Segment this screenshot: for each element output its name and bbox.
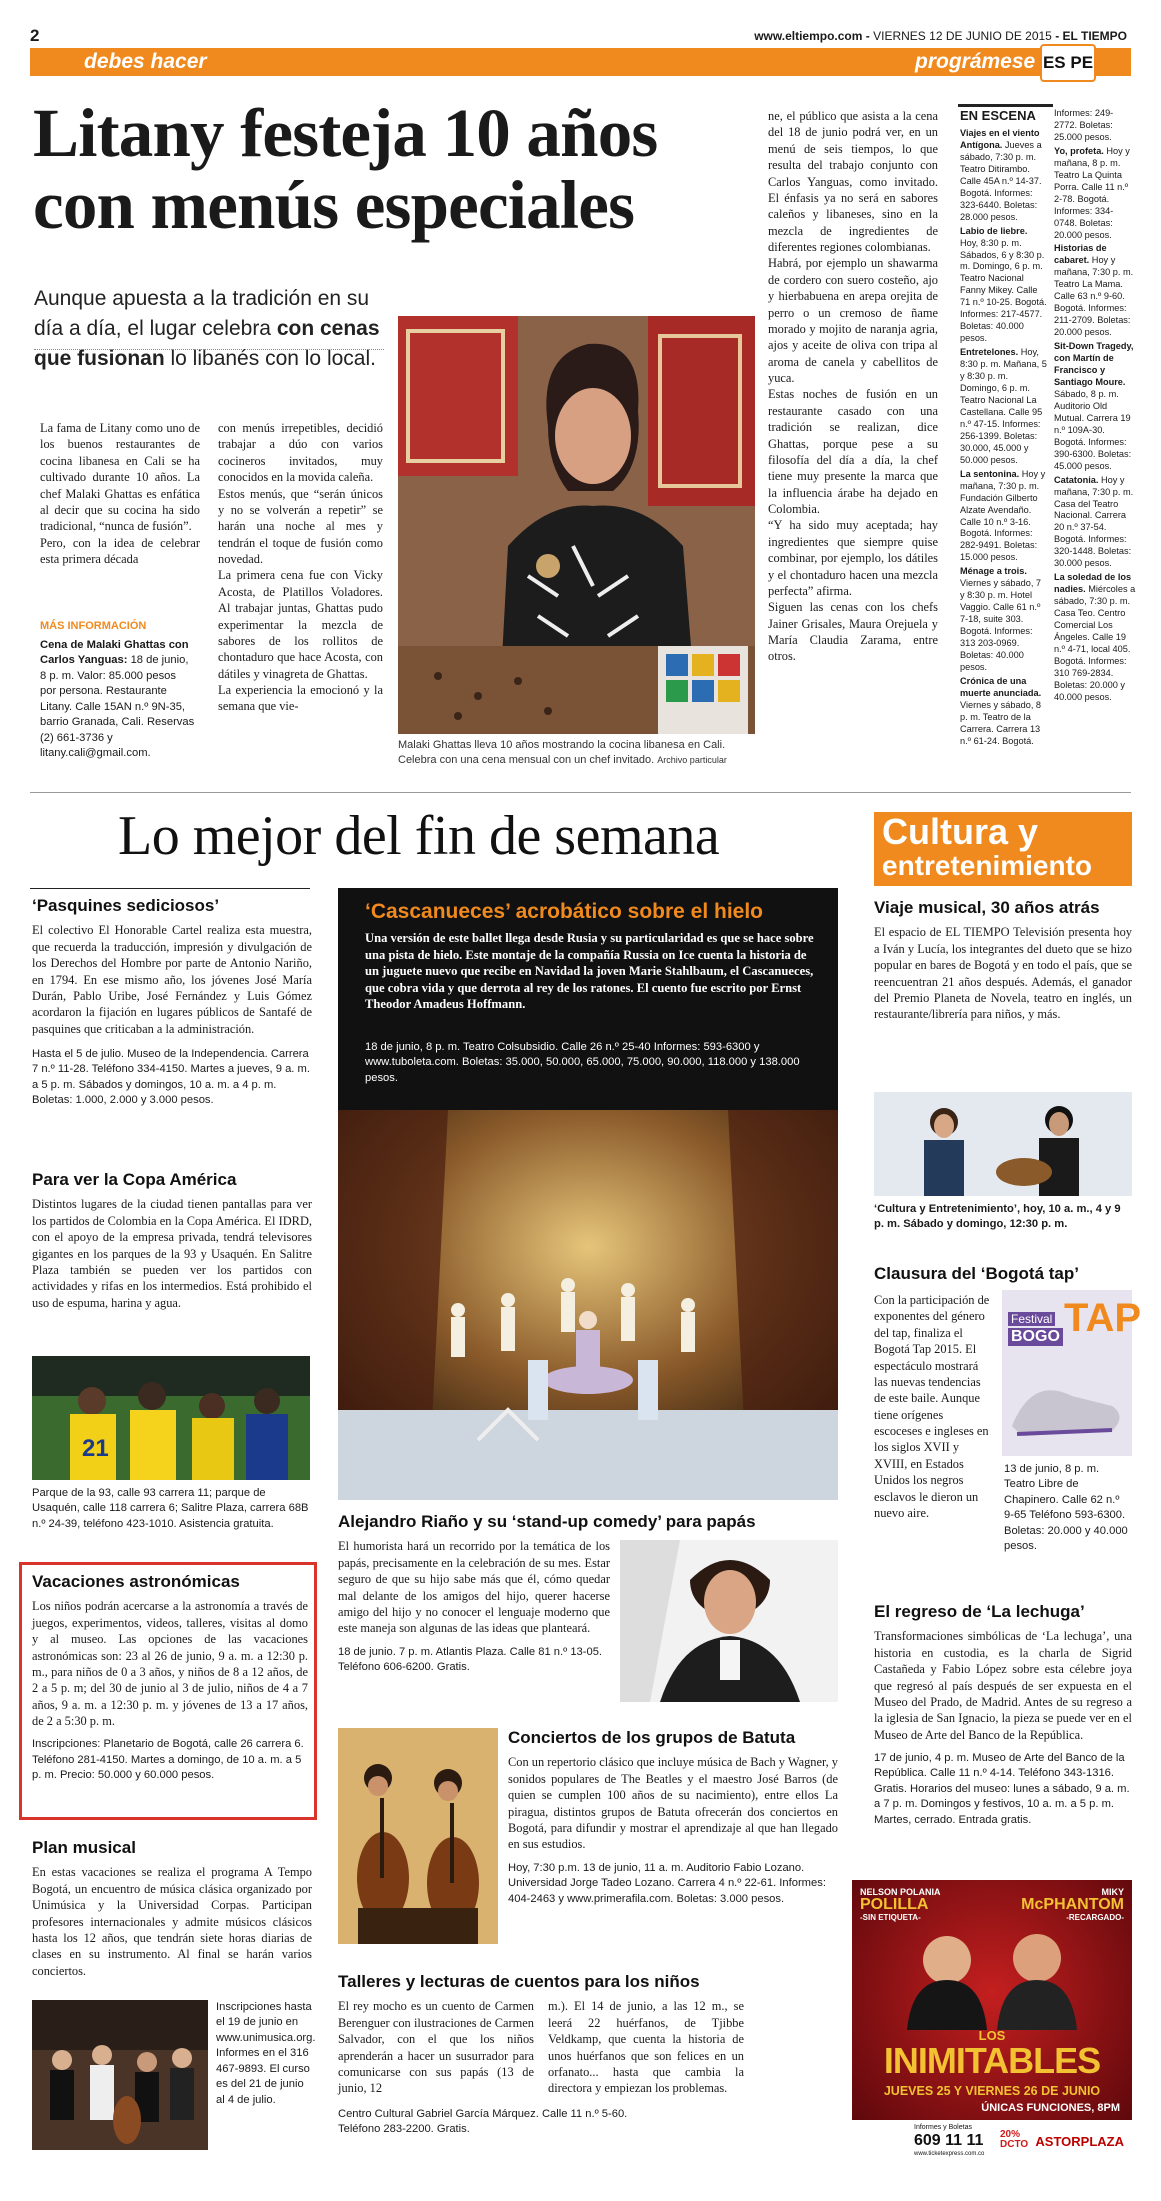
cultura-line-2: entretenimiento <box>882 850 1093 881</box>
cellists-illustration <box>338 1728 498 1944</box>
vacaciones-block <box>32 1572 308 1784</box>
en-escena-item-text: Hoy y mañana, 7:30 p. m. Teatro La Mama. Calle 63 n.º 9-60. Bogotá. Informes: 211-2709. Boletas: 20.000 pesos. <box>1054 255 1134 338</box>
viaje-title: Viaje musical, 30 años atrás <box>874 898 1100 917</box>
copa-block <box>32 1170 312 1311</box>
en-escena-item-text: Miércoles a sábado, 7:30 p. m. Casa Teo. Centro Comercial Los Ángeles. Calle 19 n.º 4-71, local 405. Bogotá. Informes: 310 769-2834. Boletas: 20.000 y 40.000 pesos. <box>1054 584 1136 702</box>
orchestra-illustration <box>32 2000 208 2150</box>
copa-title: Para ver la Copa América <box>32 1170 237 1189</box>
tap-shoes-icon <box>1002 1356 1132 1456</box>
en-escena-item-title: La soledad de los nadies. <box>1054 572 1132 595</box>
en-escena-item <box>1054 572 1136 703</box>
talleres-info: Centro Cultural Gabriel García Márquez. Calle 11 n.º 5-60. Teléfono 283-2200. Gratis. <box>338 2107 628 2136</box>
cascanueces-photo <box>338 1110 838 1500</box>
left-col-top-rule <box>30 888 310 889</box>
en-escena-item-title: Sit-Down Tragedy, con Martín de Francisco y Santiago Moure. <box>1054 341 1134 387</box>
en-escena-item <box>1054 243 1136 339</box>
talleres-block <box>338 1972 838 2138</box>
en-escena-item-title: Catatonia. <box>1054 474 1099 485</box>
riano-info: 18 de junio. 7 p. m. Atlantis Plaza. Calle 81 n.º 13-05. Teléfono 606-6200. Gratis. <box>338 1645 603 1674</box>
page-number: 2 <box>30 26 40 45</box>
en-escena-item-title: La sentonina. <box>960 468 1020 479</box>
en-escena-item-text: Sábado, 8 p. m. Auditorio Old Mutual. Carrera 19 n.º 109A-30. Bogotá. Informes: 390-6300. Boletas: 45.000 pesos. <box>1054 388 1132 471</box>
cascanueces-body: Una versión de este ballet llega desde Rusia y su particularidad es que se hace sobre una pista de hielo. Este montaje de la compañía Russia on Ice cuenta la historia de un juguete nuevo que recibe en Navidad la joven Marie Stahlbaum, el Cascanueces, que cobra vida y que derrota al rey de los ratones. El cuento fue escrito por Ernst Theodor Amadeus Hoffmann. <box>365 931 814 1012</box>
en-escena-item-title: Crónica de una muerte anunciada. <box>960 675 1042 698</box>
clausura-info: 13 de junio, 8 p. m. Teatro Libre de Chapinero. Calle 62 n.º 9-65 Teléfono 593-6300. Boletas: 20.000 y 40.000 pesos. <box>1004 1463 1128 1553</box>
ice-ballet-illustration <box>338 1110 838 1500</box>
clausura-title: Clausura del ‘Bogotá tap’ <box>874 1264 1079 1283</box>
en-escena-item-text: Hoy y mañana, 7:30 p. m. Casa del Teatro Nacional. Carrera 20 n.º 37-54. Bogotá. Informes: 320-1448. Boletas: 30.000 pesos. <box>1054 474 1134 569</box>
title-line-2: con menús especiales <box>33 166 635 243</box>
chef-photo <box>398 316 755 734</box>
lechuga-body: Transformaciones simbólicas de ‘La lechuga’, una historia en custodia, es la charla de Sigrid Castañeda y Fabio López sobre esta célebre joya que regresó al país después de ser expuesta en el Museo del Prado, de Madrid. Antes de su regreso a la iglesia de San Ignacio, la pieza se puede ver en el Museo de Arte del Banco de la República. <box>874 1629 1132 1742</box>
poster-festival: Festival <box>1008 1312 1055 1326</box>
riano-title: Alejandro Riaño y su ‘stand-up comedy’ para papás <box>338 1512 756 1531</box>
ad-phone-label: Informes y Boletas <box>914 2124 972 2131</box>
dek-rule <box>34 349 384 350</box>
dash: - <box>1055 29 1060 43</box>
football-players-illustration <box>32 1356 310 1480</box>
poster-tap: TAP <box>1064 1296 1142 1340</box>
en-escena-item-title: Viajes en el viento Antígona. <box>960 128 1040 150</box>
more-info-body: 18 de junio, 8 p. m. Valor: 85.000 pesos por persona. Restaurante Litany. Calle 15AN n.º 9N-35, barrio Granada, Cali. Reservas (2) 661-3736 y litany.cali@gmail.com. <box>40 654 195 760</box>
espe-logo: ES PE <box>1040 44 1096 82</box>
caption-text: Malaki Ghattas lleva 10 años mostrando la cocina libanesa en Cali. Celebra con una cena mensual con un chef invitado. <box>398 739 726 766</box>
en-escena-item-text: Hoy, 8:30 p. m. Sábados, 6 y 8:30 p. m. Domingo, 6 p. m. Teatro Nacional Fanny Mikey. Calle 71 n.º 10-25. Bogotá. Informes: 217-4577. Boletas: 40.000 pesos. <box>960 237 1047 344</box>
pasquines-info: Hasta el 5 de julio. Museo de la Independencia. Carrera 7 n.º 11-28. Teléfono 334-4150. Martes a jueves, 9 a. m. a 5 p. m. Sábados y domingos, 10 a. m. a 4 p. m. Boletas: 1.000, 2.000 y 3.000 pesos. <box>32 1048 310 1107</box>
svg-text:21: 21 <box>82 1435 109 1462</box>
ad-sin-etiqueta: -SIN ETIQUETA- <box>860 1913 921 1923</box>
plan-info: Inscripciones hasta el 19 de junio en www.unimusica.org. Informes en el 316 467-9893. El curso es del 21 de junio al 4 de julio. <box>216 2001 316 2106</box>
ad-inimitables[interactable] <box>852 1880 1132 2162</box>
en-escena-item <box>960 469 1048 565</box>
chef-photo-illustration <box>398 316 755 734</box>
section-title: Lo mejor del fin de semana <box>118 805 720 867</box>
riano-photo <box>620 1540 838 1702</box>
en-escena-item <box>1054 146 1136 242</box>
batuta-title: Conciertos de los grupos de Batuta <box>508 1728 796 1747</box>
en-escena-item <box>1054 475 1136 571</box>
batuta-body: Con un repertorio clásico que incluye música de Bach y Wagner, y sonidos populares de The Beatles y el maestro José Barros (de quien se cumplen 100 años de su nacimiento), entre ellos La piragua, distintos grupos de Batuta ofrecerán dos conciertos en Bogotá, para difundir y mostrar el aprendizaje al que han llegado en sus estudios. <box>508 1755 838 1852</box>
ad-inimitables-title: INIMITABLES <box>883 2040 1101 2081</box>
en-escena-item-title: Entretelones. <box>960 347 1019 358</box>
plan-body: En estas vacaciones se realiza el programa A Tempo Bogotá, un encuentro de música clásica organizado por Unimúsica y la Universidad Corpas. Participan profesores internacionales y admite músicos clásicos hasta los 12 años, que tendrán siete horas diarias de clases en su instrumento. Al final se harán varios conciertos. <box>32 1865 312 1978</box>
plan-block <box>32 1838 312 1979</box>
en-escena-item <box>1054 108 1136 144</box>
viaje-info: ‘Cultura y Entretenimiento’, hoy, 10 a. m., 4 y 9 p. m. Sábado y domingo, 12:30 p. m. <box>874 1203 1121 1231</box>
article-col-2: con menús irrepetibles, decidió trabajar a dúo con varios cocineros invitados, muy conocidos en la movida caleña. Estos menús, que “serán únicos y no se volverán a repetir” se harán una noche al mes y tendrán el toque de fusión como novedad. La primera cena fue con Vicky Acosta, de Platillos Voladores. Al trabajar juntas, Ghattas pudo experimentar la mezcla de sabores de los rollitos de chontaduro que hace Acosta, con dátiles y vinagreta de Ghattas. La experiencia la emocionó y la semana que vie- <box>218 421 383 714</box>
copa-photo <box>32 1356 310 1480</box>
en-escena-item <box>1054 341 1136 472</box>
en-escena-item-text: Hoy y mañana, 7:30 p. m. Fundación Gilberto Alzate Avendaño. Calle 10 n.º 3-16. Bogotá. Informes: 282-9491. Boletas: 15.000 pesos. <box>960 468 1046 563</box>
en-escena-item-text: Hoy, 8:30 p. m. Mañana, 5 y 8:30 p. m. Domingo, 6 p. m. Teatro Nacional La Castellana. Calle 95 n.º 47-15. Informes: 256-1399. Boletas: 30.000, 45.000 y 50.000 pesos. <box>960 347 1047 465</box>
ad-name-left <box>860 1888 941 1923</box>
en-escena-item-text: Jueves a sábado, 7:30 p. m. Teatro Ditirambo. Calle 45A n.º 14-37. Bogotá. Informes: 323-6440. Boletas: 28.000 pesos. <box>960 139 1042 222</box>
ad-polilla: POLILLA <box>860 1896 929 1914</box>
more-info-label: MÁS INFORMACIÓN <box>40 620 147 632</box>
talleres-title: Talleres y lecturas de cuentos para los niños <box>338 1972 700 1991</box>
dek-bold: con cenas que fusionan <box>34 316 380 370</box>
riano-block <box>338 1512 756 1676</box>
comedian-illustration <box>620 1540 838 1702</box>
viaje-block <box>874 898 1132 1023</box>
ad-site[interactable]: www.ticketexpress.com.co <box>914 2151 985 2157</box>
en-escena-item <box>960 566 1048 674</box>
batuta-block <box>508 1728 838 1907</box>
ad-dates: JUEVES 25 Y VIERNES 26 DE JUNIO <box>883 2084 1101 2098</box>
header-dateline <box>754 29 1127 43</box>
paper-name: EL TIEMPO <box>1062 29 1127 43</box>
en-escena-col-2 <box>1054 108 1136 706</box>
lechuga-title: El regreso de ‘La lechuga’ <box>874 1602 1085 1621</box>
issue-date: VIERNES 12 DE JUNIO DE 2015 <box>873 29 1052 43</box>
copa-info: Parque de la 93, calle 93 carrera 11; parque de Usaquén, calle 118 carrera 6; Salitre Plaza, carrera 68B n.º 24-39, teléfono 423-1010. Asistencia gratuita. <box>32 1487 309 1530</box>
pasquines-body: El colectivo El Honorable Cartel realiza esta muestra, que recuerda la traducción, impresión y divulgación de los Derechos del Hombre por parte de Antonio Nariño, en 1794. En ese mismo año, los jóvenes José María Durán, Pablo Uribe, José Fernández y Luis Gómez acordaron la fijación en lugares públicos de Santafé de pasquines que criticaban a la administración. <box>32 923 312 1036</box>
talleres-columns <box>338 1998 838 2096</box>
en-escena-col-1 <box>960 128 1048 750</box>
duet-illustration <box>874 1092 1132 1196</box>
cascanueces-info: 18 de junio, 8 p. m. Teatro Colsubsidio. Calle 26 n.º 25-40 Informes: 593-6300 y www.tuboleta.com. Boletas: 35.000, 50.000, 65.000, 75.000, 90.000, 118.000 y 138.000 pesos. <box>365 1041 800 1084</box>
bogota-tap-poster <box>1002 1290 1142 1456</box>
dash: - <box>865 29 870 43</box>
site-url[interactable]: www.eltiempo.com <box>754 29 863 43</box>
batuta-info: Hoy, 7:30 p.m. 13 de junio, 11 a. m. Auditorio Fabio Lozano. Universidad Jorge Tadeo Lozano. Carrera 4 n.º 22-61. Informes: 404-2463 y www.primerafila.com. Boletas: 3.000 pesos. <box>508 1861 826 1905</box>
ad-mcphantom: McPHANTOM <box>1021 1896 1124 1914</box>
ad-venue: ASTORPLAZA <box>1035 2134 1124 2149</box>
talleres-col-2: m.). El 14 de junio, a las 12 m., se leerá 22 huérfanos, de Tjibbe Veldkamp, que cuenta la historia de unos huérfanos que son felices en un orfanato... hasta que cambia la directora y empiezan los problemas. <box>548 1999 744 2096</box>
ad-miky: MIKY <box>1101 1887 1124 1897</box>
lechuga-block <box>874 1602 1132 1828</box>
plan-photo <box>32 2000 208 2150</box>
photo-caption <box>398 738 758 768</box>
pasquines-title: ‘Pasquines sediciosos’ <box>32 896 220 915</box>
ad-phone[interactable]: 609 11 11 <box>914 2132 984 2149</box>
ad-functions: ÚNICAS FUNCIONES, 8PM <box>981 2102 1120 2114</box>
riano-body: El humorista hará un recorrido por la temática de los papás, precisamente en la celebración de su mes. Estar seguro de que su hijo sabe más que él, cómo quedar mal delante de los amigos del hijo, querer hacerse amigo del hijo y no conocer el lenguaje moderno que este maneja son algunas de las ideas que planteará. <box>338 1539 610 1636</box>
vacaciones-info: Inscripciones: Planetario de Bogotá, calle 26 carrera 6. Teléfono 281-4150. Martes a domingo, de 10 a. m. a 5 p. m. Precio: 50.000 y 60.000 pesos. <box>32 1738 304 1782</box>
dek-text-1: Aunque apuesta a la tradición en su día a día, el lugar celebra <box>34 287 370 340</box>
en-escena-item-title: Historias de cabaret. <box>1054 243 1107 266</box>
more-info-text <box>40 638 195 762</box>
section-tab-right: prográmese <box>915 50 1036 73</box>
batuta-photo <box>338 1728 498 1944</box>
talleres-col-1: El rey mocho es un cuento de Carmen Berenguer con ilustraciones de Carmen Salvador, con el que los niños aprenderán a hacer un susurrador para comunicarse con sus papás (13 de junio, 12 <box>338 1999 534 2096</box>
ad-discount: 20% DCTO <box>1000 2129 1029 2150</box>
en-escena-title: EN ESCENA <box>960 108 1036 123</box>
ad-name-right <box>1021 1888 1124 1923</box>
lechuga-info: 17 de junio, 4 p. m. Museo de Arte del Banco de la República. Calle 11 n.º 4-14. Teléfono 343-1316. Gratis. Horarios del museo: lunes a sábado, 9 a. m. a 7 p. m. Domingos y festivos, 10 a. m. a 5 p. m. Martes, cerrado. Entrada gratis. <box>874 1752 1130 1826</box>
ad-los: LOS <box>978 2028 1006 2043</box>
copa-body: Distintos lugares de la ciudad tienen pantallas para ver los partidos de Colombia en la Copa América. El IDRD, con el apoyo de la empresa privada, tendrá televisores gigantes en los parques de la 93 y Usaquén. En Salitre Plaza también se pueden ver los partidos con actividades y rifas en los intermedios. Está prohibido el uso de espuma, harina y agua. <box>32 1197 312 1310</box>
en-escena-item <box>960 676 1048 748</box>
cultura-line-1: Cultura y <box>882 811 1039 852</box>
cascanueces-title: ‘Cascanueces’ acrobático sobre el hielo <box>365 900 764 923</box>
en-escena-item <box>960 347 1048 467</box>
viaje-photo <box>874 1092 1132 1196</box>
vacaciones-title: Vacaciones astronómicas <box>32 1572 240 1591</box>
poster-bogo: BOGO <box>1008 1328 1063 1346</box>
title-line-1: Litany festeja 10 años <box>33 95 658 171</box>
en-escena-item-title: Yo, profeta. <box>1054 145 1104 156</box>
en-escena-item <box>960 128 1048 224</box>
en-escena-item-text: Hoy y mañana, 8 p. m. Teatro La Quinta Porra. Calle 11 n.º 2-78. Bogotá. Informes: 334-0748. Boletas: 20.000 pesos. <box>1054 145 1130 240</box>
en-escena-item-text: Viernes y sábado, 7 y 8:30 p. m. Hotel Vaggio. Calle 61 n.º 7-18, suite 303. Bogotá. Informes: 313 203-0969. Boletas: 40.000 pesos. <box>960 578 1042 672</box>
article-col-3: ne, el público que asista a la cena del 18 de junio podrá ver, en un menú de seis tiempos, lo que resulta del trabajo conjunto con Carlos Yanguas, como invitado. El énfasis ya no será en sabores caleños y libaneses, sino en la mezcla de ingredientes de diferentes regiones colombianas. Habrá, por ejemplo un shawarma de cordero con suero costeño, ajo y hierbabuena en arepa orejita de perro o un cremoso de ñame morado y mojito de naranja agria, ajos y aceite de oliva con tripa al aroma de canela y cabellitos de yuca. Estas noches de fusión en un restaurante casado con una tradición se realizan, dice Ghattas, porque pese a su filosofía del día a día, la chef tiene muy presente la marca que la influencia árabe ha dejado en Colombia. “Y ha sido muy aceptada; hay ingredientes que siempre quise combinar, por ejemplo, los dátiles y el chontaduro hacen una mezcla perfecta” afirma. Siguen las cenas con los chefs Jainer Grisales, Maura Orejuela y María Claudia Zarama, entre otros. <box>768 109 938 664</box>
vacaciones-body: Los niños podrán acercarse a la astronomía a través de juegos, experimentos, videos, talleres, visitas al domo y al museo. Las opciones de las vacaciones astronómicas son: 23 al 26 de junio, 9 a. m. a 12:30 p. m., para niños de 0 a 3 años, y niños de 8 a 12 años, de 2 a 5 p. m; del 30 de junio al 3 de julio, niños de 4 a 7 años, 9 a. m. a 12:30 p. m. y jóvenes de 13 a 17 años, de 2 a 5:30 p. m. <box>32 1599 308 1729</box>
photo-credit: Archivo particular <box>657 754 727 765</box>
en-escena-item-title: Labio de liebre. <box>960 225 1028 236</box>
en-escena-item-title: Ménage a trois. <box>960 566 1027 577</box>
pasquines-block <box>32 896 312 1109</box>
en-escena-item <box>960 226 1048 346</box>
en-escena-item-text: Viernes y sábado, 8 p. m. Teatro de la Carrera. Carrera 13 n.º 61-24. Bogotá. <box>960 699 1042 746</box>
article-dek <box>34 284 384 373</box>
ad-nelson: NELSON POLANIA <box>860 1887 941 1897</box>
viaje-body: El espacio de EL TIEMPO Televisión presenta hoy a Iván y Lucía, los integrantes del dueto que se hizo popular en bares de Bogotá y en todo el país, que se reencuentran 21 años después. Además, el ganador del Premio Planeta de Novela, teatro en inglés, un restaurante/librería para niños, y más. <box>874 925 1132 1022</box>
plan-title: Plan musical <box>32 1838 136 1857</box>
article-col-1: La fama de Litany como uno de los buenos restaurantes de cocina libanesa en Cali se ha cultivado durante 10 años. La chef Malaki Ghattas es enfática al decir que su cocina ha sido tradicional, “nunca de fusión”. Pero, con la idea de celebrar esta primera década <box>40 421 200 566</box>
section-divider <box>30 792 1131 793</box>
en-escena-top-rule <box>958 104 1053 107</box>
en-escena-item-text: Informes: 249-2772. Boletas: 25.000 pesos. <box>1054 108 1114 142</box>
clausura-body: Con la participación de exponentes del género del tap, finaliza el Bogotá Tap 2015. El espectáculo mostrará las nuevas tendencias de este baile. Aunque tiene orígenes escoceses e ingleses en los siglos XVII y XVIII, en Estados Unidos los negros esclavos le dieron un nuevo aire. <box>874 1293 990 1520</box>
article-title <box>33 95 753 243</box>
ad-recargado: -RECARGADO- <box>1066 1913 1124 1923</box>
cultura-title <box>874 812 1132 886</box>
dek-text-2: lo libanés con lo local. <box>164 346 376 370</box>
more-info-bold: Cena de Malaki Ghattas con Carlos Yanguas: <box>40 639 189 667</box>
section-tab-left: debes hacer <box>84 50 207 73</box>
